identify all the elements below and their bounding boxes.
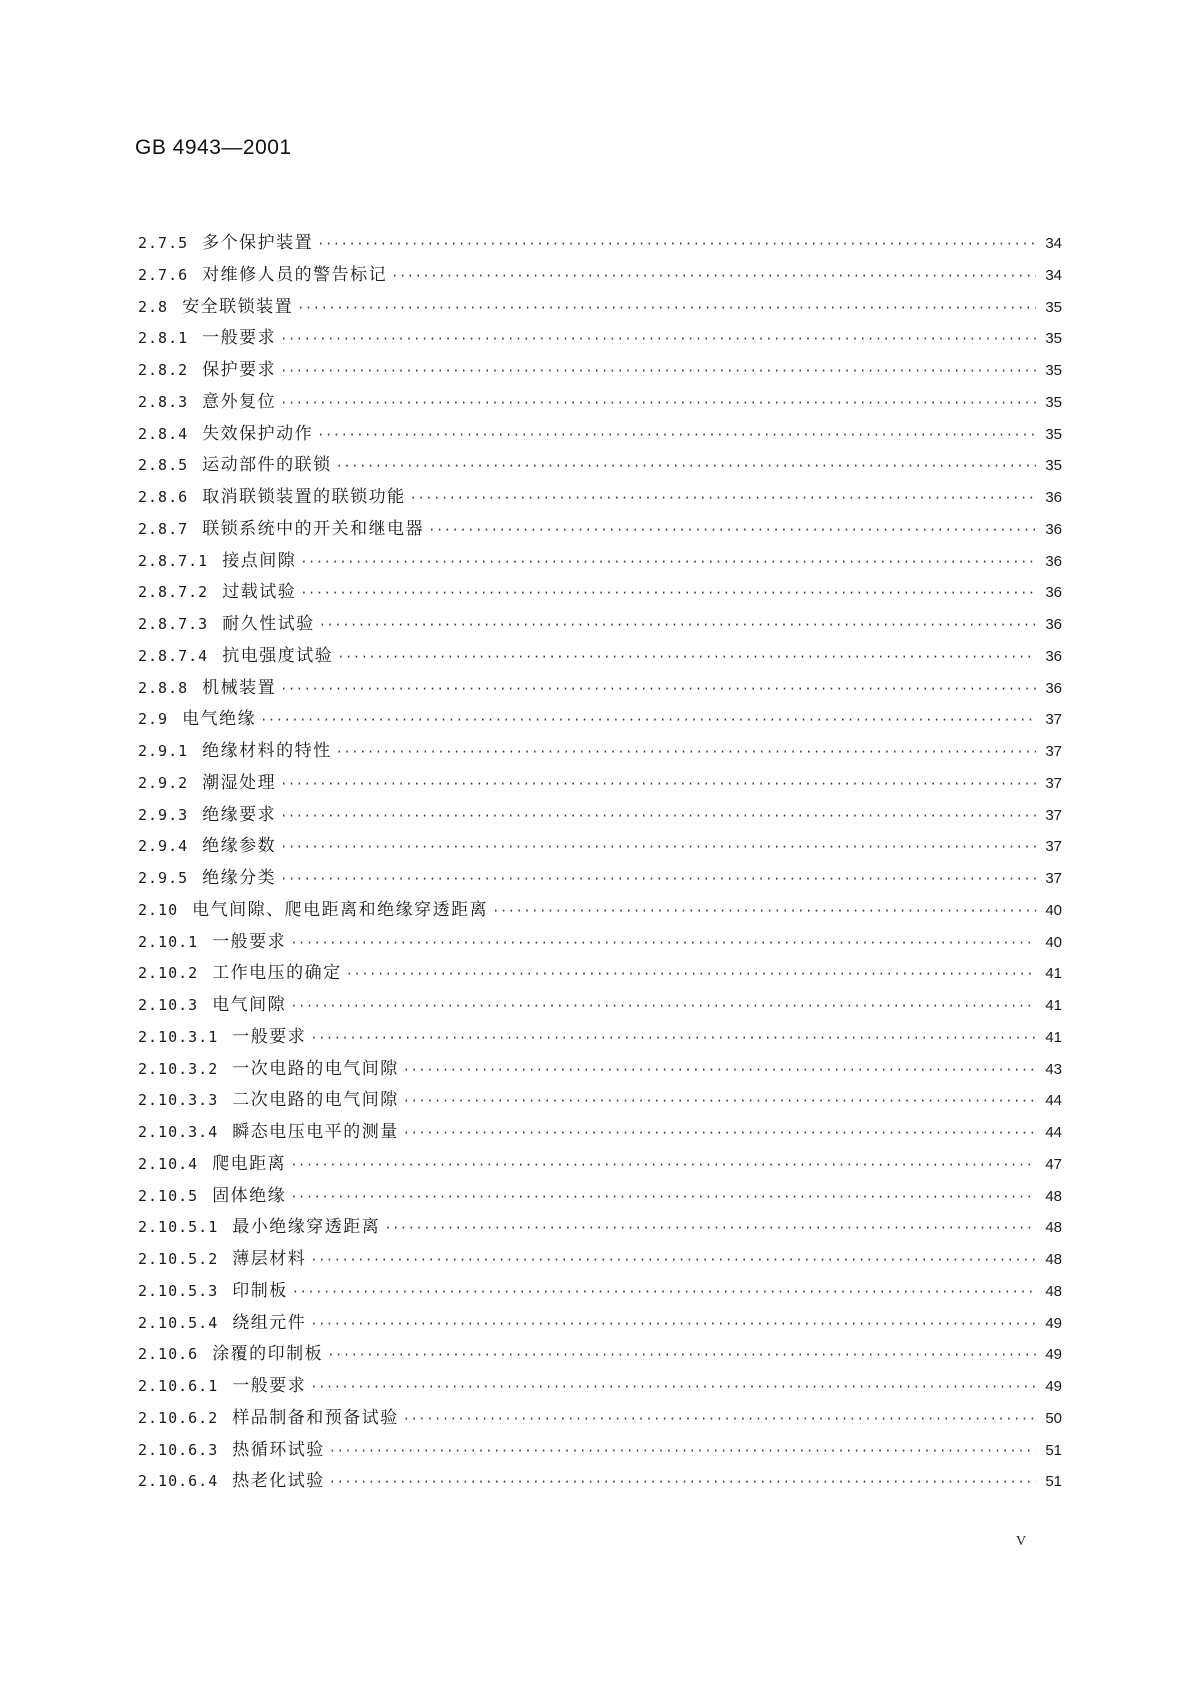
toc-entry-number: 2.8.6 (138, 488, 189, 506)
toc-entry[interactable] (138, 609, 1062, 641)
toc-entry-page: 41 (1045, 965, 1062, 983)
toc-entry-page: 49 (1045, 1346, 1062, 1364)
toc-dot-leader (492, 904, 1036, 918)
toc-entry[interactable] (138, 1466, 1062, 1498)
toc-entry-title: 绝缘分类 (202, 868, 277, 888)
toc-entry-number: 2.9 (138, 710, 169, 729)
toc-entry-number: 2.10.6 (138, 1345, 199, 1364)
toc-entry-page: 37 (1045, 711, 1062, 729)
toc-entry-page: 35 (1045, 330, 1062, 348)
toc-entry-number: 2.7.6 (138, 265, 189, 284)
toc-entry[interactable] (138, 958, 1062, 990)
toc-entry-title: 热循环试验 (232, 1439, 325, 1460)
toc-dot-leader (337, 650, 1036, 664)
toc-entry[interactable] (138, 1149, 1062, 1181)
toc-dot-leader (336, 745, 1036, 759)
toc-entry[interactable] (138, 1403, 1062, 1435)
toc-entry[interactable] (138, 323, 1062, 355)
toc-dot-leader (280, 840, 1036, 854)
toc-dot-leader (310, 1253, 1036, 1267)
toc-entry-page: 36 (1045, 552, 1062, 570)
toc-entry-title: 取消联锁装置的联锁功能 (202, 487, 406, 507)
toc-entry-number: 2.9.5 (138, 869, 189, 887)
toc-entry-title: 瞬态电压电平的测量 (232, 1122, 399, 1142)
toc-entry-title: 对维修人员的警告标记 (202, 264, 388, 285)
toc-entry-page: 48 (1045, 1219, 1062, 1237)
toc-entry-number: 2.10 (138, 900, 179, 919)
toc-dot-leader (329, 1444, 1036, 1458)
toc-entry-number: 2.10.3 (138, 996, 199, 1014)
toc-entry[interactable] (138, 1022, 1062, 1054)
toc-entry-number: 2.10.3.4 (138, 1123, 219, 1141)
toc-entry-page: 41 (1045, 997, 1062, 1014)
toc-dot-leader (290, 936, 1036, 950)
toc-entry-page: 35 (1045, 362, 1062, 379)
toc-entry-number: 2.9.4 (138, 837, 189, 856)
toc-entry-title: 一般要求 (202, 328, 277, 349)
toc-dot-leader (391, 269, 1036, 283)
toc-entry-page: 40 (1045, 933, 1062, 951)
toc-dot-leader (310, 1317, 1036, 1331)
toc-entry-number: 2.8.7.2 (138, 583, 209, 602)
toc-entry[interactable] (138, 990, 1062, 1022)
toc-entry-page: 37 (1045, 806, 1062, 824)
toc-dot-leader (280, 364, 1036, 378)
toc-entry-page: 35 (1045, 425, 1062, 443)
toc-entry-title: 安全联锁装置 (182, 296, 294, 317)
toc-entry-title: 机械装置 (202, 677, 277, 698)
toc-entry[interactable] (138, 927, 1062, 959)
toc-entry-title: 工作电压的确定 (212, 963, 342, 984)
toc-entry[interactable] (138, 1339, 1062, 1371)
toc-entry-number: 2.8.1 (138, 329, 189, 348)
toc-entry[interactable] (138, 895, 1062, 927)
toc-entry-page: 37 (1045, 743, 1062, 760)
toc-entry[interactable] (138, 514, 1062, 546)
toc-entry-title: 印制板 (232, 1280, 288, 1301)
toc-entry-page: 49 (1045, 1378, 1062, 1395)
toc-entry-title: 绝缘参数 (202, 836, 277, 857)
toc-entry-number: 2.10.5.2 (138, 1250, 219, 1268)
toc-entry-number: 2.9.3 (138, 805, 189, 824)
toc-dot-leader (310, 1031, 1036, 1045)
toc-entry-title: 潮湿处理 (202, 772, 277, 793)
toc-entry-number: 2.10.6.2 (138, 1408, 219, 1427)
page-number: V (1016, 1534, 1027, 1549)
toc-dot-leader (410, 491, 1036, 505)
toc-entry[interactable] (138, 1435, 1062, 1467)
toc-entry-number: 2.8.4 (138, 424, 189, 443)
toc-entry-number: 2.10.1 (138, 932, 199, 951)
toc-dot-leader (280, 396, 1036, 410)
toc-entry-number: 2.8.7.1 (138, 551, 209, 570)
toc-dot-leader (290, 1190, 1036, 1204)
toc-entry-title: 保护要求 (202, 360, 277, 380)
toc-dot-leader (300, 586, 1036, 600)
toc-dot-leader (297, 301, 1036, 315)
toc-dot-leader (403, 1063, 1036, 1077)
toc-dot-leader (260, 713, 1036, 727)
toc-entry[interactable] (138, 1181, 1062, 1213)
toc-entry-page: 36 (1045, 520, 1062, 538)
toc-entry-page: 36 (1045, 616, 1062, 633)
toc-entry-title: 一次电路的电气间隙 (232, 1058, 399, 1079)
toc-dot-leader (428, 523, 1036, 537)
toc-entry-title: 联锁系统中的开关和继电器 (202, 518, 425, 539)
toc-dot-leader (290, 999, 1036, 1013)
toc-entry-number: 2.8.5 (138, 456, 189, 475)
toc-entry-title: 一般要求 (232, 1376, 307, 1396)
toc-entry[interactable] (138, 1085, 1062, 1117)
toc-entry[interactable] (138, 1054, 1062, 1086)
toc-entry[interactable] (138, 673, 1062, 705)
toc-dot-leader (327, 1348, 1036, 1362)
toc-dot-leader (329, 1475, 1036, 1489)
toc-entry-title: 绝缘材料的特性 (202, 741, 332, 761)
toc-entry-title: 爬电距离 (212, 1153, 287, 1174)
toc-entry[interactable] (138, 546, 1062, 578)
toc-entry-title: 样品制备和预备试验 (232, 1407, 399, 1428)
toc-entry-number: 2.10.5.4 (138, 1313, 219, 1332)
toc-dot-leader (384, 1221, 1036, 1235)
toc-entry[interactable] (138, 450, 1062, 482)
toc-entry-page: 35 (1045, 457, 1062, 475)
toc-entry[interactable] (138, 355, 1062, 387)
toc-entry-title: 一般要求 (232, 1026, 307, 1047)
toc-entry-page: 50 (1045, 1409, 1062, 1427)
toc-entry[interactable] (138, 1276, 1062, 1308)
toc-entry-number: 2.10.3.2 (138, 1059, 219, 1078)
toc-entry-page: 48 (1045, 1251, 1062, 1268)
toc-dot-leader (310, 1380, 1036, 1394)
toc-entry-number: 2.8.7 (138, 519, 189, 538)
toc-entry-page: 49 (1045, 1314, 1062, 1332)
toc-dot-leader (317, 428, 1036, 442)
toc-entry[interactable] (138, 736, 1062, 768)
toc-entry-number: 2.10.6.4 (138, 1472, 219, 1491)
toc-entry-title: 接点间隙 (222, 550, 297, 571)
toc-entry-title: 运动部件的联锁 (202, 455, 332, 476)
toc-entry-title: 绝缘要求 (202, 804, 277, 825)
toc-entry-number: 2.10.2 (138, 964, 199, 983)
toc-entry-page: 40 (1045, 901, 1062, 919)
toc-entry-title: 电气间隙 (212, 995, 287, 1015)
toc-entry-page: 51 (1045, 1441, 1062, 1459)
toc-dot-leader (300, 555, 1036, 569)
toc-entry-page: 34 (1045, 235, 1062, 252)
toc-entry-page: 36 (1045, 679, 1062, 697)
toc-entry-title: 热老化试验 (232, 1471, 325, 1492)
toc-entry-number: 2.8.7.4 (138, 646, 209, 665)
toc-entry-page: 36 (1045, 647, 1062, 665)
toc-entry-title: 涂覆的印制板 (212, 1344, 324, 1365)
toc-dot-leader (280, 777, 1036, 791)
toc-entry-number: 2.9.2 (138, 773, 189, 792)
toc-entry-number: 2.10.3.3 (138, 1091, 219, 1110)
toc-entry-page: 35 (1045, 298, 1062, 316)
toc-entry[interactable] (138, 1371, 1062, 1403)
toc-entry-title: 二次电路的电气间隙 (232, 1090, 399, 1111)
toc-entry[interactable] (138, 768, 1062, 800)
standard-code-header: GB 4943—2001 (135, 136, 292, 159)
toc-entry[interactable] (138, 482, 1062, 514)
toc-entry-page: 34 (1045, 266, 1062, 284)
toc-entry-number: 2.10.5 (138, 1186, 199, 1205)
toc-entry-number: 2.10.5.3 (138, 1281, 219, 1300)
toc-dot-leader (403, 1094, 1036, 1108)
toc-entry[interactable] (138, 863, 1062, 895)
toc-entry[interactable] (138, 1117, 1062, 1149)
toc-dot-leader (280, 872, 1036, 886)
toc-entry-number: 2.8 (138, 297, 169, 316)
toc-entry-number: 2.8.2 (138, 361, 189, 379)
toc-entry-title: 过载试验 (222, 582, 297, 603)
toc-entry[interactable] (138, 641, 1062, 673)
toc-entry-number: 2.10.6.3 (138, 1440, 219, 1459)
toc-entry-page: 37 (1045, 774, 1062, 792)
toc-entry-page: 51 (1045, 1473, 1062, 1491)
toc-entry[interactable] (138, 1308, 1062, 1340)
toc-entry[interactable] (138, 831, 1062, 863)
toc-dot-leader (280, 332, 1036, 346)
toc-dot-leader (336, 459, 1036, 473)
toc-entry-page: 36 (1045, 489, 1062, 506)
toc-entry[interactable] (138, 704, 1062, 736)
toc-entry-page: 43 (1045, 1060, 1062, 1078)
toc-entry-title: 抗电强度试验 (222, 645, 334, 666)
toc-entry[interactable] (138, 1212, 1062, 1244)
toc-entry-number: 2.8.8 (138, 678, 189, 697)
toc-entry-title: 一般要求 (212, 931, 287, 952)
toc-entry-number: 2.10.4 (138, 1154, 199, 1173)
toc-entry[interactable] (138, 800, 1062, 832)
toc-dot-leader (403, 1126, 1036, 1140)
toc-entry-title: 电气绝缘 (182, 709, 257, 730)
toc-entry-number: 2.9.1 (138, 742, 189, 760)
toc-entry[interactable] (138, 387, 1062, 419)
toc-dot-leader (403, 1412, 1036, 1426)
toc-entry-title: 意外复位 (202, 391, 277, 412)
toc-entry[interactable] (138, 419, 1062, 451)
toc-entry-page: 37 (1045, 870, 1062, 887)
toc-entry-title: 耐久性试验 (222, 614, 315, 634)
toc-entry-number: 2.10.6.1 (138, 1377, 219, 1395)
toc-entry-title: 多个保护装置 (202, 233, 314, 253)
toc-entry-page: 47 (1045, 1155, 1062, 1173)
toc-entry-page: 41 (1045, 1028, 1062, 1046)
toc-entry-number: 2.10.5.1 (138, 1218, 219, 1237)
toc-entry-number: 2.8.7.3 (138, 615, 209, 633)
toc-entry-number: 2.8.3 (138, 392, 189, 411)
toc-entry-number: 2.10.3.1 (138, 1027, 219, 1046)
toc-entry[interactable] (138, 228, 1062, 260)
toc-entry[interactable] (138, 1244, 1062, 1276)
toc-entry-number: 2.7.5 (138, 234, 189, 252)
table-of-contents (138, 228, 1062, 1498)
toc-entry-title: 失效保护动作 (202, 423, 314, 444)
toc-dot-leader (317, 237, 1036, 251)
toc-entry-page: 44 (1045, 1092, 1062, 1110)
toc-entry-page: 44 (1045, 1124, 1062, 1141)
toc-dot-leader (290, 1158, 1036, 1172)
toc-entry-title: 电气间隙、爬电距离和绝缘穿透距离 (192, 899, 489, 920)
toc-dot-leader (280, 809, 1036, 823)
toc-dot-leader (280, 682, 1036, 696)
toc-entry-title: 最小绝缘穿透距离 (232, 1217, 381, 1238)
toc-entry-page: 48 (1045, 1187, 1062, 1205)
toc-dot-leader (292, 1285, 1036, 1299)
toc-entry-title: 薄层材料 (232, 1249, 307, 1269)
toc-entry-title: 绕组元件 (232, 1312, 307, 1333)
toc-dot-leader (346, 967, 1036, 981)
toc-dot-leader (319, 618, 1036, 632)
toc-entry-page: 35 (1045, 393, 1062, 411)
toc-entry-page: 48 (1045, 1282, 1062, 1300)
toc-entry-page: 36 (1045, 584, 1062, 602)
toc-entry[interactable] (138, 292, 1062, 324)
toc-entry[interactable] (138, 577, 1062, 609)
toc-entry-title: 固体绝缘 (212, 1185, 287, 1206)
toc-entry-page: 37 (1045, 838, 1062, 856)
toc-entry[interactable] (138, 260, 1062, 292)
